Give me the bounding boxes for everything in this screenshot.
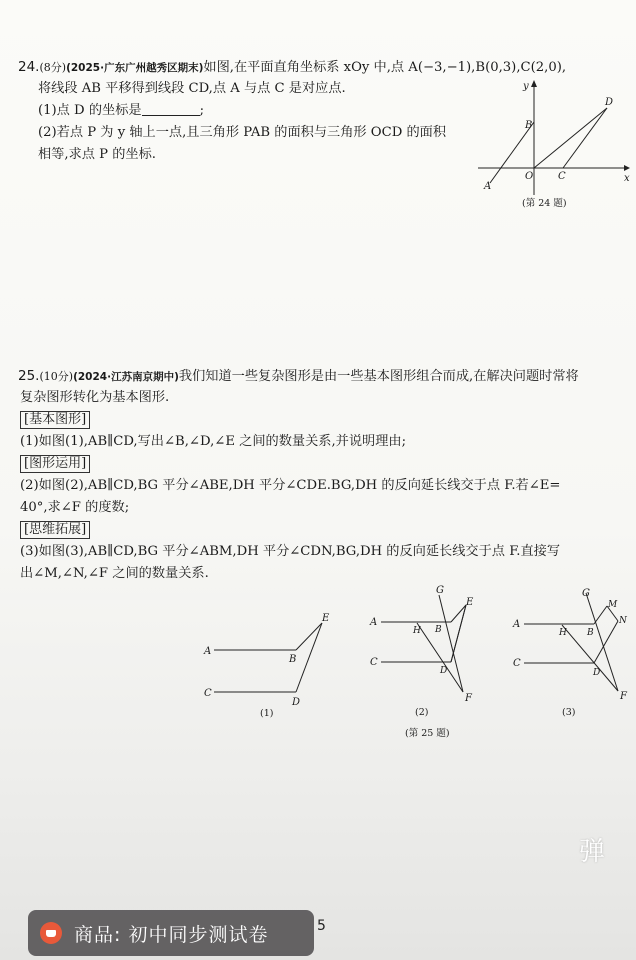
- label-y: y: [523, 81, 529, 92]
- fig2-label-f: F: [465, 693, 472, 704]
- fig2-label-d: D: [440, 666, 448, 676]
- fig1-label-c: C: [204, 688, 212, 699]
- product-label[interactable]: 商品: 初中同步测试卷: [74, 923, 269, 946]
- q24-number: 24.: [18, 59, 40, 75]
- fig3-label-n: N: [619, 616, 627, 626]
- watermark: 弹: [579, 837, 606, 867]
- q25-part3-line2: 出∠M,∠N,∠F 之间的数量关系.: [20, 566, 209, 581]
- page-number: 5: [317, 918, 326, 934]
- q25-part2-line1: (2)如图(2),AB∥CD,BG 平分∠ABE,DH 平分∠CDE.BG,DH 的反向延长线交于点 F.若∠E=: [20, 478, 561, 493]
- q25-part1: (1)如图(1),AB∥CD,写出∠B,∠D,∠E 之间的数量关系,并说明理由;: [20, 434, 407, 449]
- q25-section-apply: [20, 455, 90, 473]
- shopping-bag-icon: [40, 922, 62, 944]
- product-pill[interactable]: [28, 910, 314, 956]
- q25-line1: [18, 367, 579, 386]
- fig3-label-a: A: [513, 619, 521, 630]
- q24-part2-line2: 相等,求点 P 的坐标.: [38, 147, 156, 162]
- fig3-label-h: H: [559, 628, 567, 638]
- answer-blank: [142, 103, 200, 116]
- q24-score: (8分): [39, 61, 67, 74]
- fig3-label-f: F: [620, 691, 627, 702]
- fig2-label-h: H: [413, 626, 421, 636]
- q24-part1-text: (1)点 D 的坐标是: [38, 103, 142, 118]
- segment-cd: [563, 108, 607, 168]
- q25-number: 25.: [18, 368, 40, 384]
- q24-part1: [38, 102, 204, 120]
- q25-figure-1: [200, 610, 340, 720]
- fig3-caption: (3): [562, 707, 576, 718]
- q25-section-basic: [20, 411, 90, 429]
- q24-stem-1: 如图,在平面直角坐标系 xOy 中,点 A(−3,−1),B(0,3),C(2,0),: [203, 60, 567, 75]
- q25-figure-2: [365, 583, 490, 723]
- label-o: O: [525, 171, 534, 182]
- line-gf: [439, 595, 463, 692]
- q25-source: (2024·江苏南京期中): [73, 371, 179, 383]
- q24-figure-caption: (第 24 题): [522, 198, 567, 209]
- fig3-label-d: D: [593, 668, 601, 678]
- label-c: C: [558, 171, 566, 182]
- fig2-label-c: C: [370, 657, 378, 668]
- q25-figure-3: [508, 583, 636, 723]
- q25-stem-2: 复杂图形转化为基本图形.: [20, 390, 170, 405]
- label-b: B: [525, 120, 533, 131]
- q25-part3-line1: (3)如图(3),AB∥CD,BG 平分∠ABM,DH 平分∠CDN,BG,DH 的反向延长线交于点 F.直接写: [20, 544, 561, 559]
- fig1-label-d: D: [292, 697, 301, 708]
- section-basic-label: [基本图形]: [20, 411, 90, 429]
- fig1-caption: (1): [260, 708, 274, 719]
- fig1-label-a: A: [204, 646, 212, 657]
- q24-figure: [470, 75, 630, 215]
- q24-stem-2: 将线段 AB 平移得到线段 CD,点 A 与点 C 是对应点.: [38, 81, 346, 96]
- q25-section-extend: [20, 521, 90, 539]
- q25-score: (10分): [39, 370, 74, 383]
- fig3-label-b: B: [587, 628, 594, 638]
- segment-od: [534, 108, 607, 168]
- fig1-label-e: E: [322, 613, 330, 624]
- q24-part1-end: ;: [199, 103, 205, 118]
- y-axis-arrow: [531, 80, 537, 87]
- fig3-label-c: C: [513, 658, 521, 669]
- label-a: A: [484, 181, 492, 192]
- q24-source: (2025·广东广州越秀区期末): [66, 62, 204, 74]
- section-apply-label: [图形运用]: [20, 455, 90, 473]
- question-25: [18, 367, 630, 587]
- fig1-label-b: B: [289, 654, 297, 665]
- q25-part2-line2: 40°,求∠F 的度数;: [20, 500, 130, 515]
- q25-stem-1: 我们知道一些复杂图形是由一些基本图形组合而成,在解决问题时常将: [178, 369, 579, 384]
- fig3-label-g: G: [582, 588, 590, 599]
- q25-figure-caption: (第 25 题): [405, 728, 450, 739]
- label-d: D: [605, 97, 614, 108]
- segment-bm: [594, 606, 607, 624]
- fig2-label-g: G: [436, 585, 444, 596]
- label-x: x: [624, 173, 630, 184]
- fig2-label-b: B: [435, 625, 442, 635]
- segment-ed: [296, 623, 322, 692]
- fig3-label-m: M: [608, 600, 618, 610]
- q24-part2-line1: (2)若点 P 为 y 轴上一点,且三角形 PAB 的面积与三角形 OCD 的面积: [38, 125, 447, 140]
- fig2-label-e: E: [466, 597, 474, 608]
- fig2-caption: (2): [415, 707, 429, 718]
- segment-be: [296, 623, 322, 650]
- fig2-label-a: A: [370, 617, 378, 628]
- x-axis-arrow: [624, 165, 630, 171]
- section-extend-label: [思维拓展]: [20, 521, 90, 539]
